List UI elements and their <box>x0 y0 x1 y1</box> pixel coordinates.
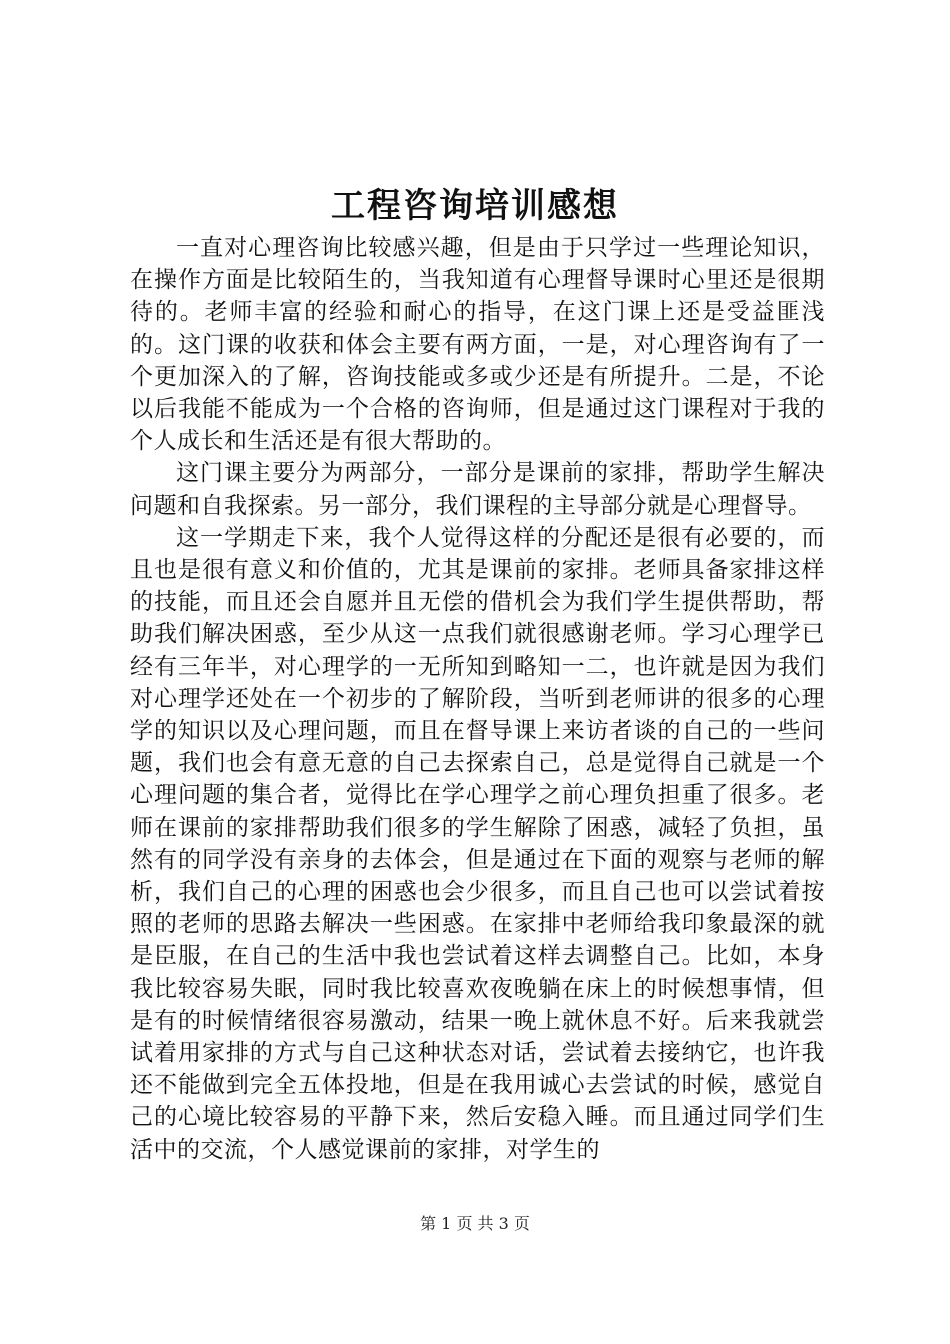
document-body <box>130 232 825 1166</box>
paragraph-1: 一直对心理咨询比较感兴趣，但是由于只学过一些理论知识，在操作方面是比较陌生的，当我知道有心理督导课时心里还是很期待的。老师丰富的经验和耐心的指导，在这门课上还是受益匪浅的。这门课的收获和体会主要有两方面，一是，对心理咨询有了一个更加深入的了解，咨询技能或多或少还是有所提升。二是，不论以后我能不能成为一个合格的咨询师，但是通过这门课程对于我的个人成长和生活还是有很大帮助的。 <box>130 235 825 455</box>
paragraph-3: 这一学期走下来，我个人觉得这样的分配还是很有必要的，而且也是很有意义和价值的，尤其是课前的家排。老师具备家排这样的技能，而且还会自愿并且无偿的借机会为我们学生提供帮助，帮助我们解决困惑，至少从这一点我们就很感谢老师。学习心理学已经有三年半，对心理学的一无所知到略知一二，也许就是因为我们对心理学还处在一个初步的了解阶段，当听到老师讲的很多的心理学的知识以及心理问题，而且在督导课上来访者谈的自己的一些问题，我们也会有意无意的自己去探索自己，总是觉得自己就是一个心理问题的集合者，觉得比在学心理学之前心理负担重了很多。老师在课前的家排帮助我们很多的学生解除了困惑，减轻了负担，虽然有的同学没有亲身的去体会，但是通过在下面的观察与老师的解析，我们自己的心理的困惑也会少很多，而且自己也可以尝试着按照的老师的思路去解决一些困惑。在家排中老师给我印象最深的就是臣服，在自己的生活中我也尝试着这样去调整自己。比如，本身我比较容易失眠，同时我比较喜欢夜晚躺在床上的时候想事情，但是有的时候情绪很容易激动，结果一晚上就休息不好。后来我就尝试着用家排的方式与自己这种状态对话，尝试着去接纳它，也许我还不能做到完全五体投地，但是在我用诚心去尝试的时候，感觉自己的心境比较容易的平静下来，然后安稳入睡。而且通过同学们生活中的交流，个人感觉课前的家排，对学生的 <box>130 524 825 1163</box>
page-number-footer: 第 1 页 共 3 页 <box>420 1214 530 1233</box>
document-title: 工程咨询培训感想 <box>331 186 619 226</box>
paragraph-2: 这门课主要分为两部分，一部分是课前的家排，帮助学生解决问题和自我探索。另一部分，我们课程的主导部分就是心理督导。 <box>130 460 825 519</box>
